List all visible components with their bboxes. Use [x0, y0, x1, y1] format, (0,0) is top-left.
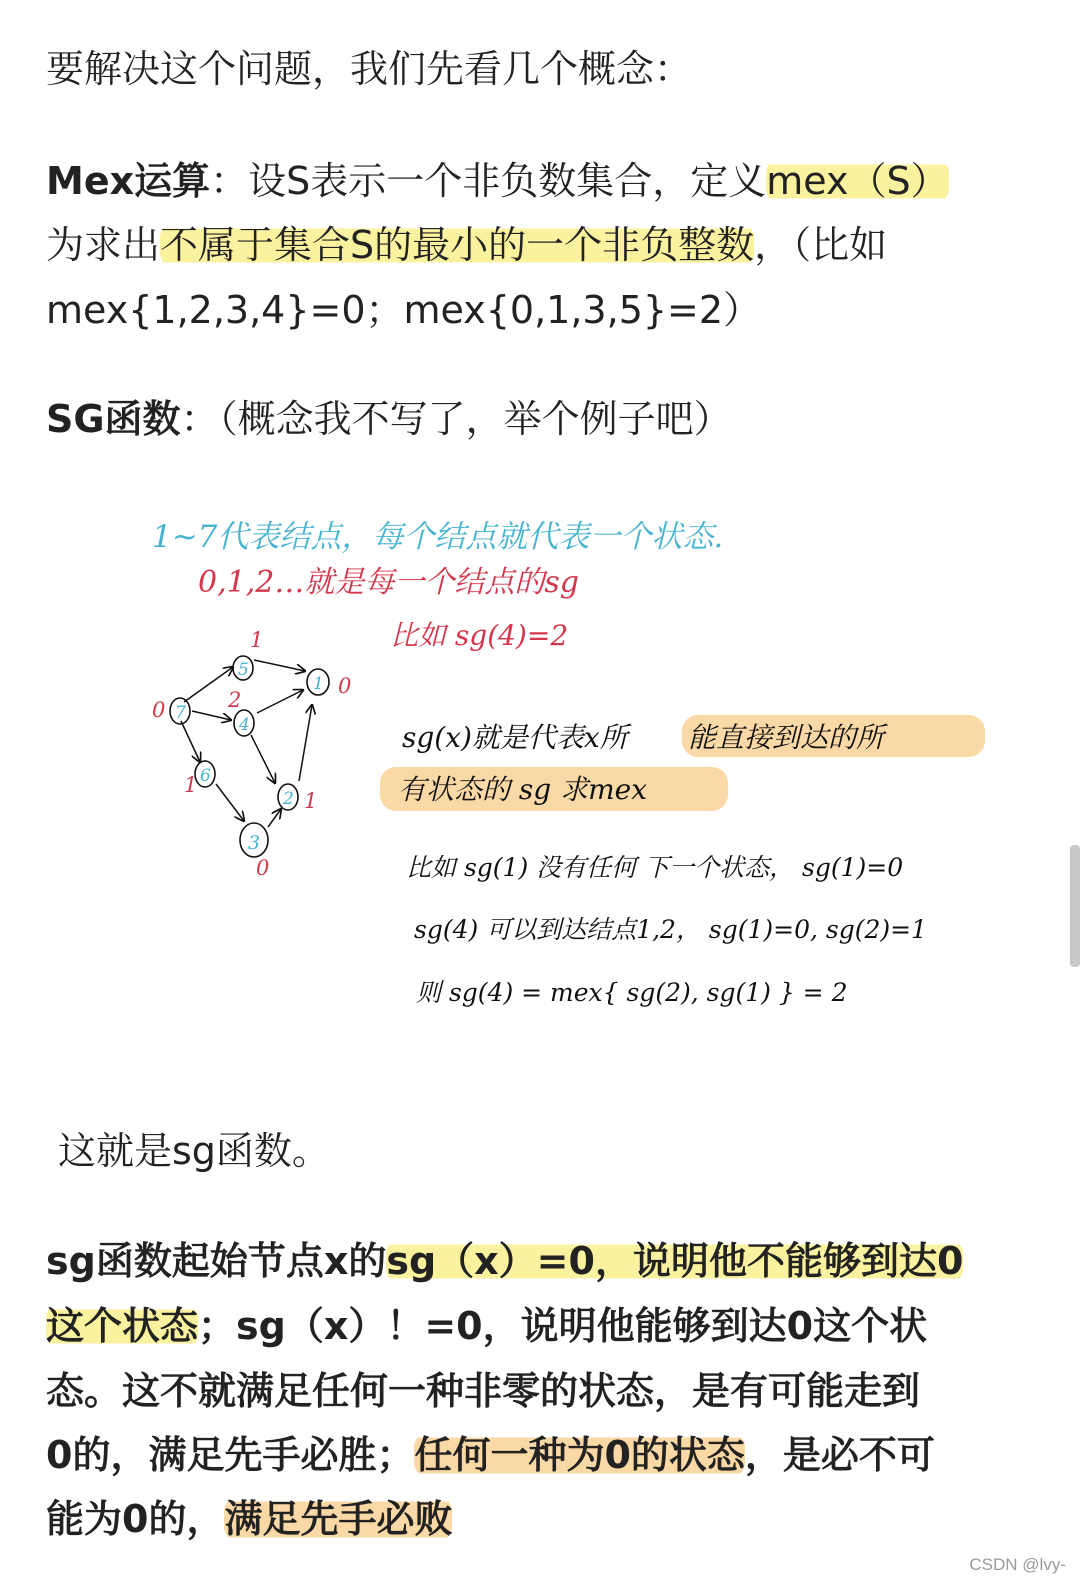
- conclusion-highlight-4: 满足先手必败: [224, 1497, 453, 1541]
- conclusion-highlight-3: 任何一种为0的状态: [414, 1433, 745, 1477]
- conclusion-4b: ，是必不可: [744, 1433, 935, 1477]
- node-2-id: 2: [283, 789, 294, 809]
- mex-def-1: ：设S表示一个非负数集合，定义: [210, 159, 767, 203]
- mex-line-3: [46, 279, 1046, 334]
- conclusion-highlight-1: sg（x）=0，说明他不能够到达0: [386, 1239, 964, 1283]
- note-red-line-1: 0,1,2…就是每一个结点的sg: [198, 565, 579, 600]
- intro-line: [46, 38, 1046, 93]
- graph-edge-4-1: [257, 690, 303, 713]
- handwritten-note-image: [140, 495, 1020, 1050]
- graph-edge-7-6: [181, 721, 200, 762]
- conclusion-2b: ；sg（x）！=0，说明他能够到达0这个状: [198, 1304, 928, 1348]
- sg-term: SG函数: [46, 397, 181, 441]
- mex-term: Mex运算: [46, 159, 211, 203]
- conclusion-line-1: [46, 1230, 1046, 1285]
- graph-node-5: [233, 628, 263, 680]
- graph-node-3: [240, 823, 269, 880]
- intro-text: 要解决这个问题，我们先看几个概念：: [46, 47, 693, 91]
- node-5-id: 5: [238, 660, 249, 680]
- conclusion-4a: 0的，满足先手必胜；: [46, 1433, 415, 1477]
- mex-def-2b: ，（比如: [754, 223, 888, 267]
- node-7-id: 7: [175, 703, 186, 723]
- conclusion-line-3: [46, 1360, 1046, 1415]
- node-3-id: 3: [248, 832, 261, 854]
- node-7-sg: 0: [152, 698, 166, 722]
- graph-edge-3-2: [268, 809, 281, 827]
- conclusion-3: 态。这不就满足任何一种非零的状态，是有可能走到: [46, 1369, 921, 1413]
- conclusion-5a: 能为0的，: [46, 1497, 225, 1541]
- sg-heading-rest: ：（概念我不写了，举个例子吧）: [180, 397, 732, 441]
- graph-edge-7-4: [192, 711, 231, 720]
- sg-summary-text: 这就是sg函数。: [58, 1129, 330, 1173]
- conclusion-line-4: [46, 1424, 1046, 1479]
- node-1-id: 1: [313, 674, 324, 694]
- graph-node-4: [227, 688, 254, 736]
- note-def-hl-1: 能直接到达的所: [688, 721, 885, 754]
- graph-edge-6-3: [216, 784, 244, 821]
- mex-def-2a: 为求出: [46, 223, 161, 267]
- graph-edge-4-2: [251, 735, 275, 783]
- note-example-1: 比如 sg(1) 没有任何 下一个状态， sg(1)=0: [406, 853, 904, 882]
- conclusion-line-2: [46, 1295, 1046, 1350]
- mex-line-1: [46, 150, 1046, 205]
- csdn-watermark: CSDN @lvy-: [969, 1555, 1066, 1574]
- node-4-id: 4: [239, 715, 250, 735]
- node-5-sg: 1: [250, 628, 264, 652]
- mex-def-highlight-2: 不属于集合S的最小的一个非负整数: [160, 223, 755, 267]
- graph-edge-7-5: [184, 667, 233, 702]
- graph-node-2: [278, 784, 317, 813]
- note-example-3: 则 sg(4) = mex{ sg(2), sg(1) } = 2: [416, 978, 848, 1007]
- scrollbar-thumb[interactable]: [1070, 845, 1080, 967]
- conclusion-highlight-2: 这个状态: [46, 1304, 199, 1348]
- sg-summary: [58, 1120, 1058, 1175]
- note-example-2: sg(4) 可以到达结点1,2， sg(1)=0, sg(2)=1: [414, 915, 927, 944]
- mex-line-2: [46, 214, 1046, 269]
- sg-heading: [46, 388, 1046, 443]
- node-3-sg: 0: [256, 856, 270, 880]
- conclusion-1a: sg函数起始节点x的: [46, 1239, 387, 1283]
- state-graph: [152, 628, 351, 880]
- note-def-hl-2: 有状态的 sg 求mex: [398, 773, 648, 806]
- note-def-a: sg(x)就是代表x所: [402, 721, 628, 754]
- graph-node-1: [307, 669, 351, 698]
- node-1-sg: 0: [338, 674, 352, 698]
- node-2-sg: 1: [304, 789, 318, 813]
- node-6-id: 6: [200, 766, 211, 786]
- node-4-sg: 2: [228, 688, 242, 712]
- mex-def-highlight-1: mex（S）: [766, 159, 949, 203]
- note-blue-line: 1~7代表结点，每个结点就代表一个状态.: [152, 519, 724, 555]
- note-red-line-2: 比如 sg(4)=2: [390, 619, 569, 652]
- conclusion-line-5: [46, 1488, 1046, 1543]
- node-6-sg: 1: [184, 773, 198, 797]
- graph-edge-2-1: [299, 705, 312, 781]
- graph-node-6: [184, 761, 215, 797]
- graph-edge-5-1: [254, 660, 305, 671]
- mex-example: mex{1,2,3,4}=0；mex{0,1,3,5}=2）: [46, 288, 762, 332]
